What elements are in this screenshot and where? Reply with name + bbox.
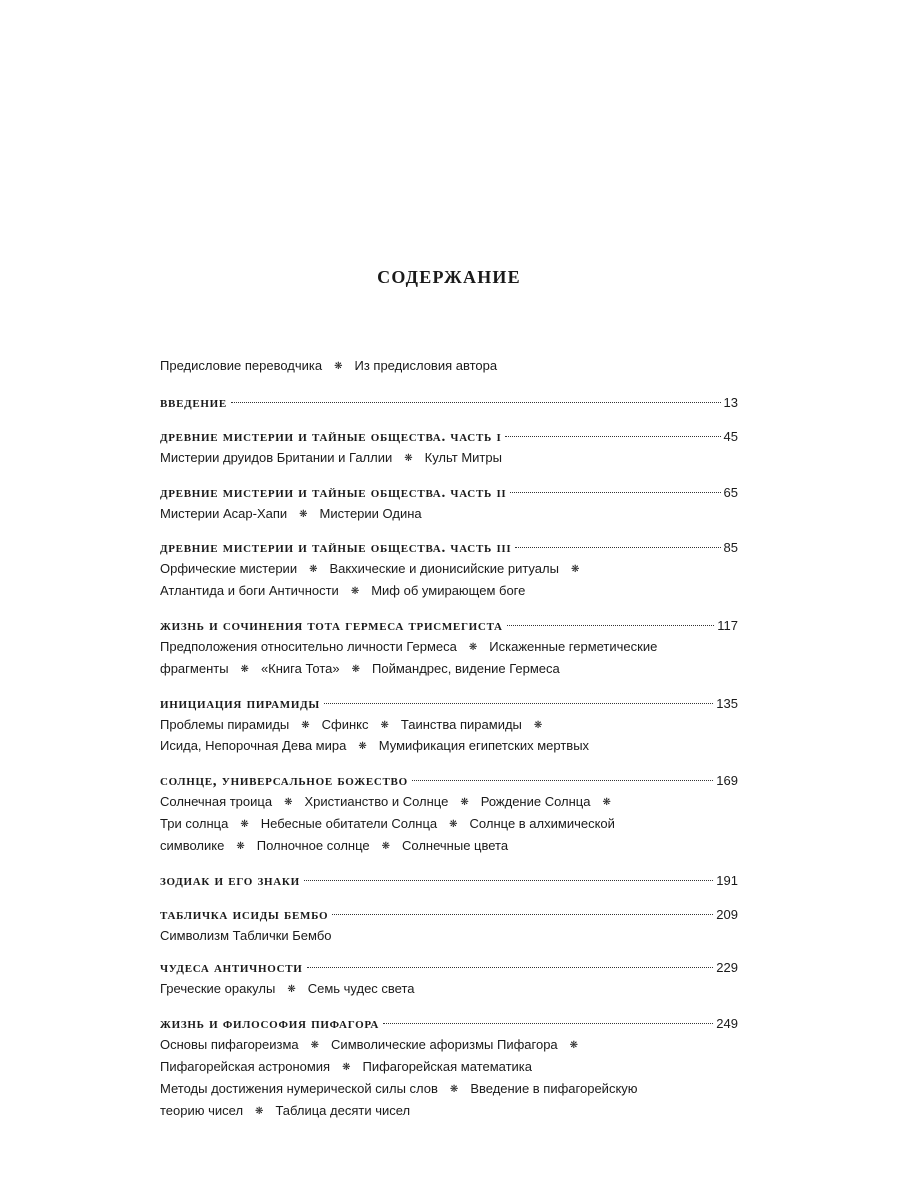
separator-ornament-icon: ❋: [287, 984, 296, 996]
page-number: 65: [723, 484, 738, 500]
subtopic: Предположения относительно личности Гермеса: [160, 638, 457, 654]
subtopic: «Книга Тота»: [260, 660, 340, 676]
subtopic: Мумификация египетских мертвых: [378, 738, 590, 754]
subtopic-line: [160, 1035, 738, 1057]
subtopic: фрагменты: [160, 660, 229, 676]
separator-ornament-icon: ❋: [255, 1105, 264, 1117]
dot-leader: [507, 625, 715, 626]
subtopic-line: [160, 926, 738, 946]
page-number: 209: [716, 906, 738, 922]
dot-leader: [412, 780, 713, 781]
separator-ornament-icon: ❋: [449, 1083, 459, 1095]
toc-entry: [160, 1013, 738, 1122]
dot-leader: [510, 492, 720, 493]
separator-ornament-icon: ❋: [602, 797, 611, 809]
separator-ornament-icon: ❋: [380, 719, 389, 731]
subtopic-line: [160, 979, 738, 1001]
subtopic-line: [160, 504, 738, 526]
toc-heading[interactable]: [160, 770, 738, 792]
subtopic: Из предисловия автора: [354, 358, 498, 373]
subtopic: Основы пифагореизма: [160, 1037, 299, 1053]
separator-ornament-icon: ❋: [299, 508, 308, 520]
subtopic: Семь чудес света: [307, 981, 415, 997]
toc-heading[interactable]: [160, 904, 738, 926]
table-of-contents: [160, 356, 738, 1134]
subtopic: Культ Митры: [424, 449, 502, 465]
dot-leader: [231, 402, 721, 403]
page-number: 13: [723, 394, 738, 410]
separator-ornament-icon: ❋: [569, 1040, 579, 1052]
toc-entry: [160, 870, 738, 892]
subtopic-line: [160, 1057, 738, 1079]
chapter-title: инициация пирамиды: [160, 694, 320, 712]
separator-ornament-icon: ❋: [334, 361, 343, 372]
page-number: 169: [716, 773, 738, 789]
toc-entry: [160, 426, 738, 470]
separator-ornament-icon: ❋: [350, 586, 360, 598]
chapter-title: табличка исиды бембо: [160, 905, 329, 923]
subtopic: символике: [160, 837, 225, 853]
separator-ornament-icon: ❋: [404, 452, 413, 464]
dot-leader: [515, 547, 720, 548]
toc-entry: [160, 957, 738, 1001]
page-number: 135: [716, 695, 738, 711]
toc-heading[interactable]: [160, 870, 738, 892]
subtopic: Солнце в алхимической: [469, 815, 615, 831]
toc-heading[interactable]: [160, 693, 738, 715]
subtopic-line: [160, 1079, 738, 1101]
subtopic-line: [160, 715, 738, 737]
subtopic: Таблица десяти чисел: [275, 1102, 411, 1118]
subtopic-line: [160, 448, 738, 470]
subtopic: Проблемы пирамиды: [160, 716, 290, 732]
toc-entry: [160, 693, 738, 759]
subtopic-line: [160, 1101, 738, 1123]
toc-page: [160, 0, 738, 1200]
subtopic: Мистерии друидов Британии и Галлии: [160, 449, 393, 465]
toc-heading[interactable]: [160, 482, 738, 504]
toc-entry: [160, 537, 738, 603]
toc-heading[interactable]: [160, 615, 738, 637]
separator-ornament-icon: ❋: [240, 818, 249, 830]
subtopic: Пифагорейская астрономия: [160, 1058, 331, 1074]
subtopic-line: [160, 637, 738, 659]
dot-leader: [383, 1023, 713, 1024]
subtopic: Греческие оракулы: [160, 981, 276, 997]
subtopic: Предисловие переводчика: [160, 358, 323, 373]
separator-ornament-icon: ❋: [342, 1061, 351, 1073]
toc-entry: [160, 482, 738, 526]
subtopic: Введение в пифагорейскую: [470, 1080, 638, 1096]
chapter-title: жизнь и философия пифагора: [160, 1015, 380, 1033]
separator-ornament-icon: ❋: [533, 719, 543, 731]
subtopic-line: [160, 836, 738, 858]
subtopic: Вакхические и дионисийские ритуалы: [329, 561, 559, 577]
subtopic-line: [160, 356, 738, 378]
chapter-title: древние мистерии и тайные общества. часть iii: [160, 539, 512, 557]
subtopic: Мистерии Одина: [319, 505, 422, 521]
page-number: 117: [717, 617, 738, 633]
separator-ornament-icon: ❋: [449, 818, 458, 830]
separator-ornament-icon: ❋: [309, 564, 318, 576]
subtopic-line: [160, 792, 738, 814]
separator-ornament-icon: ❋: [460, 797, 469, 809]
page-number: 249: [716, 1016, 738, 1032]
subtopic-line: [160, 581, 738, 603]
subtopic: Символизм Таблички Бембо: [160, 927, 332, 943]
subtopic-line: [160, 659, 738, 681]
page-number: 45: [723, 428, 738, 444]
toc-heading[interactable]: [160, 1013, 738, 1035]
toc-entry: [160, 392, 738, 414]
toc-heading[interactable]: [160, 392, 738, 414]
page-number: 85: [723, 540, 738, 556]
subtopic: Мистерии Асар-Хапи: [160, 505, 288, 521]
subtopic: Христианство и Солнце: [304, 794, 449, 810]
subtopic: Атлантида и боги Античности: [160, 583, 339, 599]
chapter-title: жизнь и сочинения тота гермеса трисмегиста: [160, 616, 503, 634]
separator-ornament-icon: ❋: [236, 840, 245, 852]
subtopic: Таинства пирамиды: [400, 716, 522, 732]
separator-ornament-icon: ❋: [358, 741, 367, 753]
subtopic: Полночное солнце: [256, 837, 370, 853]
subtopic: Исида, Непорочная Дева мира: [160, 738, 347, 754]
toc-entry: [160, 356, 738, 378]
page-number: 191: [716, 872, 738, 888]
subtopic-line: [160, 736, 738, 758]
separator-ornament-icon: ❋: [381, 840, 391, 852]
subtopic: Сфинкс: [321, 716, 369, 732]
subtopic: Поймандрес, видение Гермеса: [372, 660, 560, 676]
dot-leader: [505, 436, 720, 437]
toc-heading[interactable]: [160, 426, 738, 448]
page-number: 229: [716, 960, 738, 976]
chapter-title: зодиак и его знаки: [160, 871, 300, 889]
subtopic: Солнечная троица: [160, 794, 273, 810]
separator-ornament-icon: ❋: [570, 564, 580, 576]
toc-entry: [160, 615, 738, 681]
subtopic: Солнечные цвета: [402, 837, 509, 853]
subtopic-line: [160, 814, 738, 836]
subtopic: Три солнца: [160, 815, 229, 831]
subtopic: Пифагорейская математика: [362, 1058, 532, 1074]
separator-ornament-icon: ❋: [240, 663, 249, 675]
chapter-title: древние мистерии и тайные общества. часть i: [160, 427, 502, 445]
page-title: содержание: [377, 262, 521, 289]
toc-entry: [160, 904, 738, 946]
subtopic: Орфические мистерии: [160, 561, 298, 577]
chapter-title: чудеса античности: [160, 959, 303, 977]
toc-entry: [160, 770, 738, 857]
toc-heading[interactable]: [160, 957, 738, 979]
subtopic: Искаженные герметические: [489, 638, 658, 654]
toc-heading[interactable]: [160, 537, 738, 559]
separator-ornament-icon: ❋: [301, 719, 310, 731]
chapter-title: солнце, универсальное божество: [160, 772, 408, 790]
separator-ornament-icon: ❋: [468, 641, 478, 653]
dot-leader: [307, 967, 714, 968]
chapter-title: древние мистерии и тайные общества. часть ii: [160, 483, 507, 501]
subtopic: Символические афоризмы Пифагора: [331, 1037, 558, 1053]
subtopic: Рождение Солнца: [480, 794, 591, 810]
subtopic: Методы достижения нумерической силы слов: [160, 1080, 438, 1096]
dot-leader: [304, 880, 713, 881]
separator-ornament-icon: ❋: [310, 1040, 320, 1052]
subtopic: Миф об умирающем боге: [371, 583, 526, 599]
separator-ornament-icon: ❋: [284, 797, 293, 809]
subtopic: Небесные обитатели Солнца: [260, 815, 438, 831]
separator-ornament-icon: ❋: [351, 663, 361, 675]
chapter-title: введение: [160, 393, 227, 411]
dot-leader: [332, 914, 713, 915]
dot-leader: [324, 703, 713, 704]
subtopic-line: [160, 559, 738, 581]
subtopic: теорию чисел: [160, 1102, 244, 1118]
